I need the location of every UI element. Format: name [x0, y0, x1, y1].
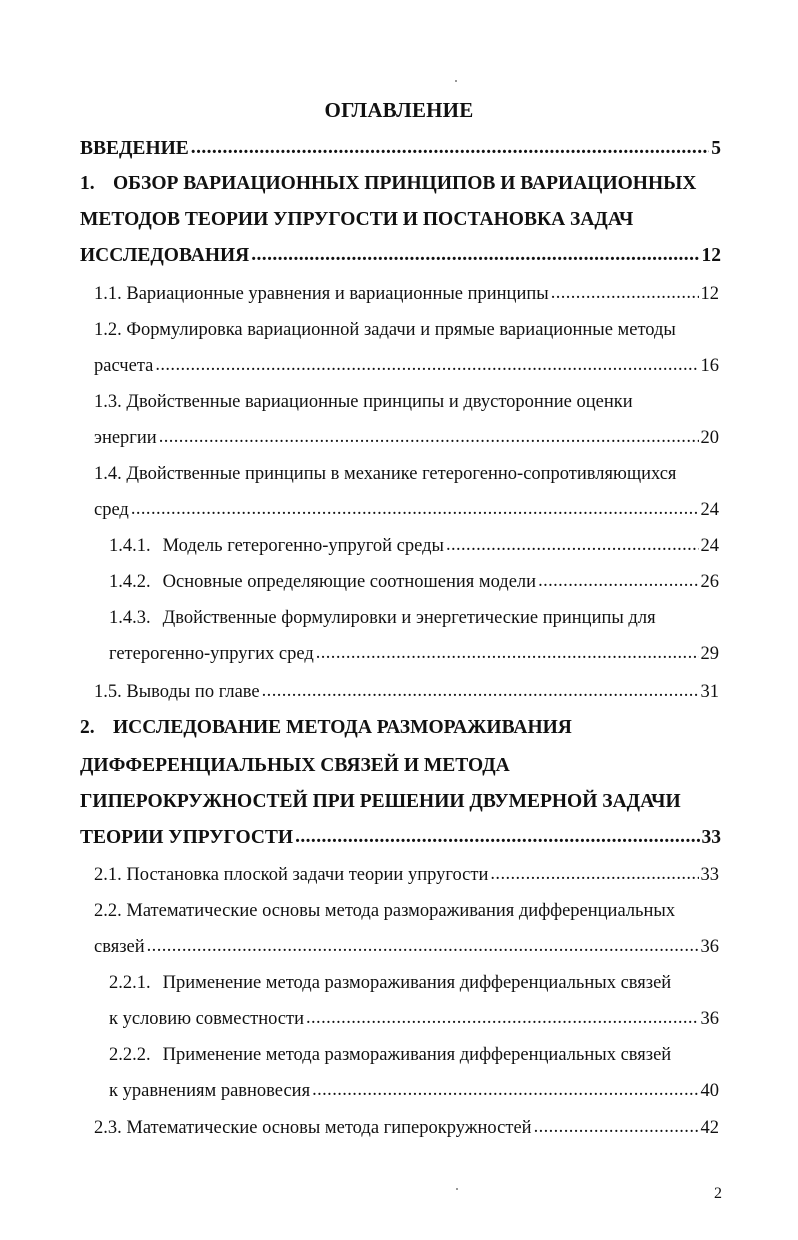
toc-chapter-1[interactable]: 1. ОБЗОР ВАРИАЦИОННЫХ ПРИНЦИПОВ И ВАРИАЦИОННЫХ: [80, 173, 697, 194]
toc-page: 20: [700, 428, 719, 448]
toc-page: 24: [700, 500, 719, 520]
dot-leader: [147, 931, 699, 961]
toc-subsection-1-4-1[interactable]: 1.4.1. Модель гетерогенно-упругой среды ..... 24: [109, 531, 719, 561]
dot-leader: [191, 133, 709, 163]
toc-section-2-2-line2: связей ..... 36: [94, 932, 719, 962]
toc-section-1-5[interactable]: 1.5. Выводы по главе ..... 31: [94, 677, 719, 707]
dot-leader: [295, 822, 699, 852]
dot-leader: [262, 676, 699, 706]
toc-subsection-1-4-3[interactable]: 1.4.3. Двойственные формулировки и энергетические принципы для: [109, 608, 656, 628]
toc-page: 36: [700, 1009, 719, 1029]
toc-chapter-2[interactable]: 2. ИССЛЕДОВАНИЕ МЕТОДА РАЗМОРАЖИВАНИЯ: [80, 717, 572, 738]
toc-section-2-3[interactable]: 2.3. Математические основы метода гиперокружностей ..... 42: [94, 1113, 719, 1143]
toc-chapter-2-line2: ДИФФЕРЕНЦИАЛЬНЫХ СВЯЗЕЙ И МЕТОДА: [80, 755, 510, 776]
toc-page: 29: [700, 644, 719, 664]
toc-page: 33: [700, 865, 719, 885]
dot-leader: [551, 278, 699, 308]
toc-chapter-1-line2: МЕТОДОВ ТЕОРИИ УПРУГОСТИ И ПОСТАНОВКА ЗАДАЧ: [80, 209, 634, 230]
toc-page: 24: [700, 536, 719, 556]
toc-section-1-3[interactable]: 1.3. Двойственные вариационные принципы и двусторонние оценки: [94, 392, 633, 412]
toc-page: 12: [700, 284, 719, 304]
toc-entry-intro[interactable]: ВВЕДЕНИЕ ..... 5: [80, 134, 721, 164]
dot-leader: [534, 1112, 699, 1142]
toc-subsection-1-4-3-line2: гетерогенно-упругих сред ..... 29: [109, 639, 719, 669]
toc-section-1-2[interactable]: 1.2. Формулировка вариационной задачи и прямые вариационные методы: [94, 320, 676, 340]
dot-leader: [312, 1075, 698, 1105]
toc-page: 16: [700, 356, 719, 376]
dot-leader: [316, 638, 699, 668]
toc-page: 26: [700, 572, 719, 592]
toc-page: 5: [711, 138, 721, 159]
dot-leader: [490, 859, 698, 889]
toc-subsection-1-4-2[interactable]: 1.4.2. Основные определяющие соотношения модели ..... 26: [109, 567, 719, 597]
toc-title: ОГЛАВЛЕНИЕ: [324, 98, 474, 122]
toc-section-1-1[interactable]: 1.1. Вариационные уравнения и вариационные принципы ..... 12: [94, 279, 719, 309]
toc-subsection-2-2-1-line2: к условию совместности ..... 36: [109, 1004, 719, 1034]
toc-section-1-4[interactable]: 1.4. Двойственные принципы в механике гетерогенно-сопротивляющихся: [94, 464, 677, 484]
toc-subsection-2-2-2[interactable]: 2.2.2. Применение метода размораживания дифференциальных связей: [109, 1045, 672, 1065]
toc-section-2-1[interactable]: 2.1. Постановка плоской задачи теории упругости ..... 33: [94, 860, 719, 890]
toc-subsection-2-2-2-line2: к уравнениям равновесия ..... 40: [109, 1076, 719, 1106]
dot-leader: [538, 566, 698, 596]
dot-leader: [155, 350, 698, 380]
dot-leader: [251, 240, 699, 270]
toc-chapter-2-line3: ГИПЕРОКРУЖНОСТЕЙ ПРИ РЕШЕНИИ ДВУМЕРНОЙ ЗАДАЧИ: [80, 791, 681, 812]
toc-section-1-2-line2: расчета ..... 16: [94, 351, 719, 381]
dot-leader: [446, 530, 699, 560]
toc-page: 40: [700, 1081, 719, 1101]
toc-page: 36: [700, 937, 719, 957]
toc-page: 42: [700, 1118, 719, 1138]
toc-chapter-1-line3: ИССЛЕДОВАНИЯ ..... 12: [80, 241, 721, 271]
toc-section-1-4-line2: сред ..... 24: [94, 495, 719, 525]
toc-page: 12: [701, 245, 721, 266]
dot-leader: [306, 1003, 699, 1033]
dot-leader: [131, 494, 699, 524]
toc-page: 31: [700, 682, 719, 702]
toc-subsection-2-2-1[interactable]: 2.2.1. Применение метода размораживания дифференциальных связей: [109, 973, 672, 993]
toc-section-1-3-line2: энергии ..... 20: [94, 423, 719, 453]
toc-page: 33: [701, 827, 721, 848]
page-number: 2: [714, 1185, 722, 1202]
toc-chapter-2-line4: ТЕОРИИ УПРУГОСТИ ..... 33: [80, 823, 721, 853]
toc-section-2-2[interactable]: 2.2. Математические основы метода размораживания дифференциальных: [94, 901, 676, 921]
dot-leader: [159, 422, 699, 452]
